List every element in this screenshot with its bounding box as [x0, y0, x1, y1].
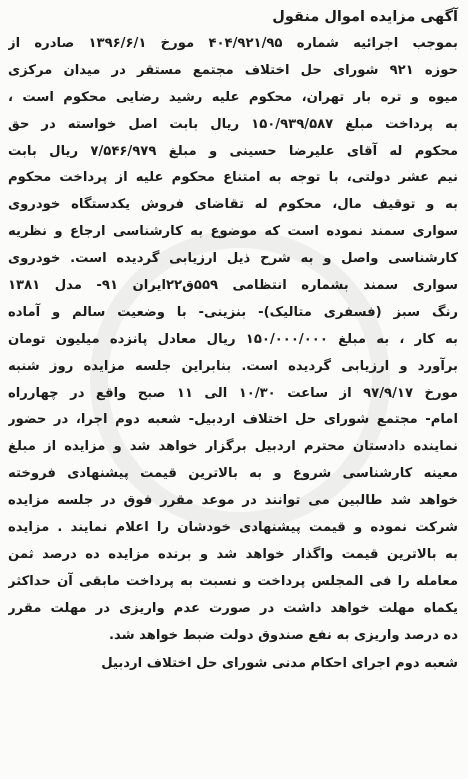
body-line: شرکت نموده و قیمت پیشنهادی خودشان را اعلام نمایند . مزایده	[8, 520, 458, 536]
body-line: یکماه مهلت خواهد داشت در صورت عدم واریزی در مهلت مقرر	[8, 600, 458, 616]
body-line: به و توقیف مال، محکوم له تقاضای فروش یکدستگاه خودروی	[8, 197, 458, 213]
body-line: امام- مجتمع شورای حل اختلاف اردبیل- شعبه دوم اجرا، در حضور	[8, 412, 458, 428]
body-line: به کار ، به مبلغ ۱۵۰/۰۰۰/۰۰۰ ریال معادل پانزده میلیون تومان	[8, 331, 458, 347]
body-line: خواهد شد طالبین می توانند در موعد مقرر فوق در جلسه مزایده	[8, 493, 458, 509]
body-line: حوزه ۹۲۱ شورای حل اختلاف مجتمع مستقر در میدان مرکزی	[8, 62, 458, 78]
body-line: میوه و تره بار تهران، محکوم علیه رشید رضایی محکوم است ،	[8, 89, 458, 105]
body-line: سواری سمند نموده است که موضوع به کارشناسی ارجاع و نظریه	[8, 224, 458, 240]
auction-notice	[8, 6, 458, 677]
body-line: سواری سمند بشماره انتظامی ۵۵۹ق۲۲ایران ۹۱- مدل ۱۳۸۱	[8, 278, 458, 294]
body-line: معامله را فی المجلس پرداخت و نسبت به پرداخت مابقی آن حداکثر	[8, 573, 458, 589]
body-line: نماینده دادستان محترم اردبیل برگزار خواهد شد و مزایده از مبلغ	[8, 439, 458, 455]
body-line: برآورد و ارزیابی گردیده است. بنابراین جلسه مزایده روز شنبه	[8, 358, 458, 374]
body-line-last: ده درصد واریزی به نفع صندوق دولت ضبط خواهد شد.	[108, 627, 458, 643]
body-line: معینه کارشناسی شروع و به بالاترین قیمت پیشنهادی فروخته	[8, 466, 458, 482]
notice-title: آگهی مزایده اموال منقول	[272, 9, 458, 25]
body-line: به بالاترین قیمت واگذار خواهد شد و برنده مزایده ده درصد ثمن	[8, 546, 458, 562]
body-line: مورخ ۹۷/۹/۱۷ از ساعت ۱۰/۳۰ الی ۱۱ صبح واقع در چهارراه	[8, 385, 458, 401]
body-line: رنگ سبز (فسفری متالیک)- بنزینی- با وضعیت سالم و آماده	[8, 304, 458, 320]
body-line: محکوم له آقای علیرضا حسینی و مبلغ ۷/۵۴۶/۹۷۹ ریال بابت	[8, 143, 458, 159]
body-line: کارشناسی واصل و به شرح ذیل ارزیابی گردیده است. خودروی	[8, 251, 458, 267]
body-line: بموجب اجرائیه شماره ۴۰۴/۹۲۱/۹۵ مورخ ۱۳۹۶/۶/۱ صادره از	[8, 36, 458, 51]
body-line: نیم عشر دولتی، با توجه به امتناع محکوم علیه از پرداخت محکوم	[8, 170, 458, 186]
notice-signature: شعبه دوم اجرای احکام مدنی شورای حل اختلاف اردبیل	[101, 656, 458, 672]
body-line: به پرداخت مبلغ ۱۵۰/۹۳۹/۵۸۷ ریال بابت اصل خواسته در حق	[8, 116, 458, 132]
